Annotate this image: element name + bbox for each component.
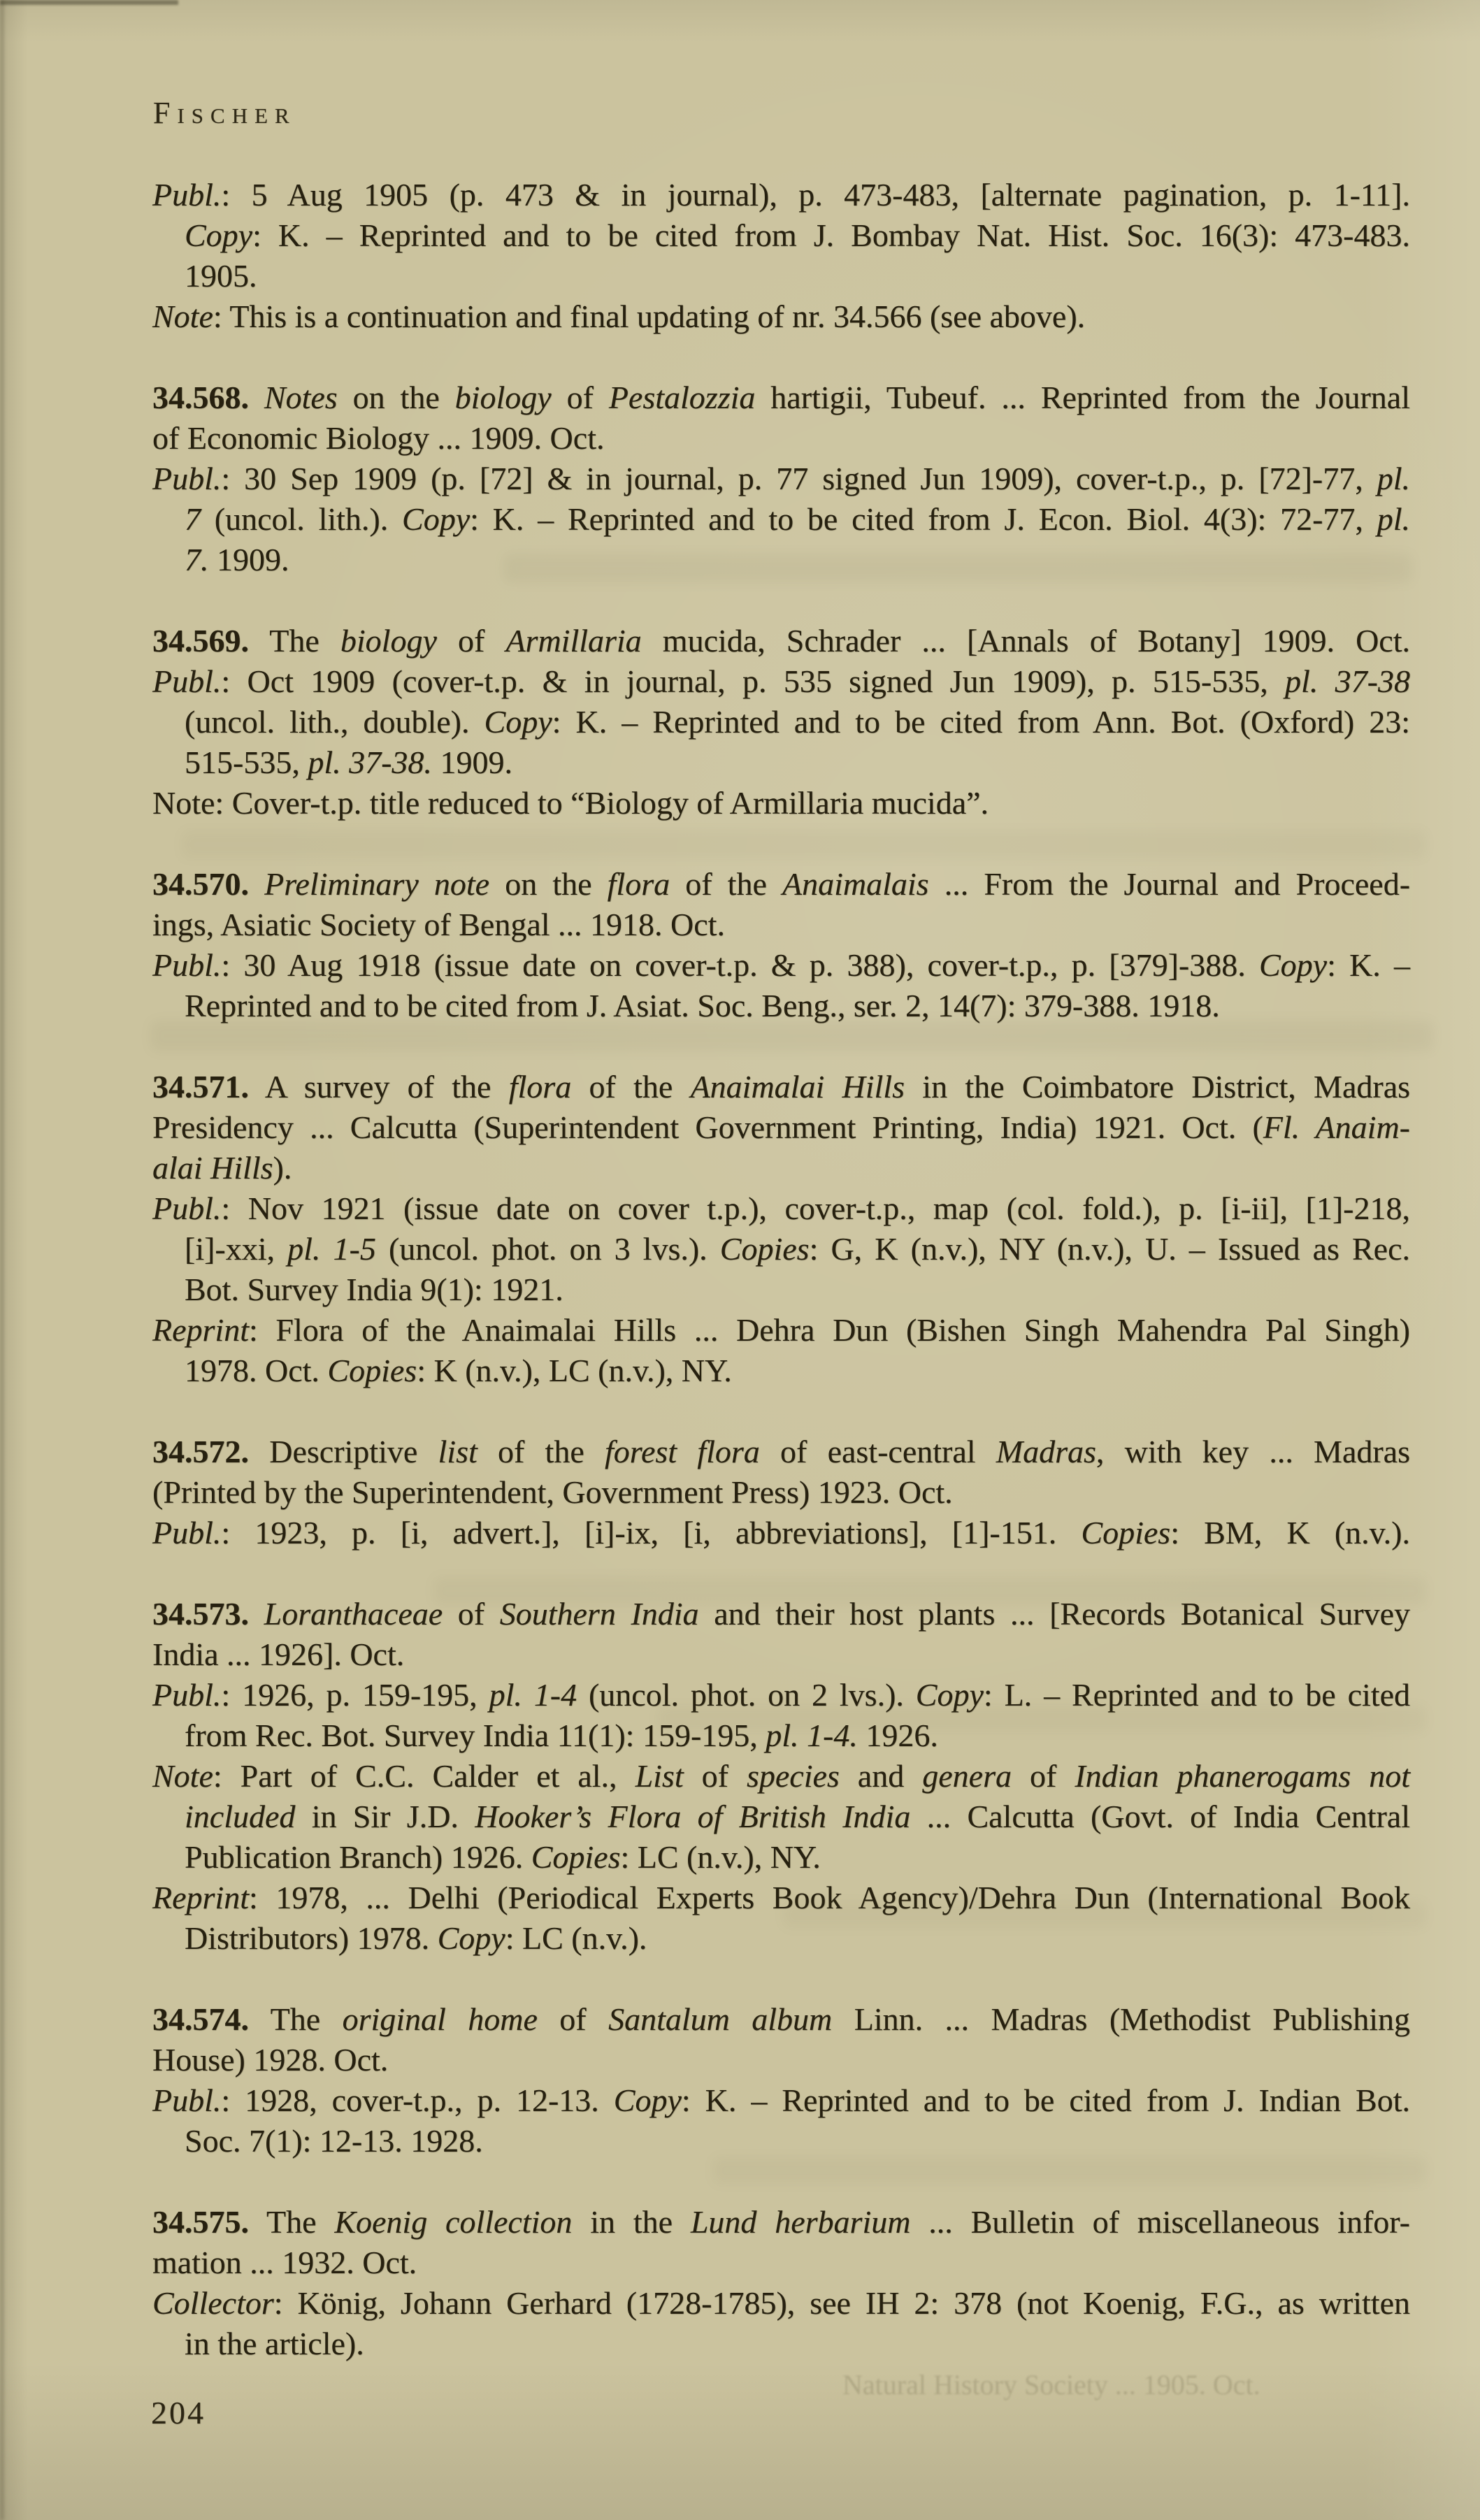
text-run: (Printed by the Superintendent, Government Press) 1923. Oct. [152, 1474, 953, 1510]
italic-text-run: Publ. [152, 461, 222, 496]
paragraph [152, 864, 1410, 945]
text-line [152, 1310, 1410, 1351]
text-run: House) 1928. Oct. [152, 2042, 389, 2078]
text-line [152, 2324, 1410, 2364]
text-run: : 1926, p. 159-195, [221, 1677, 489, 1713]
text-line [152, 1188, 1410, 1229]
italic-text-run: Fl. Anaim- [1263, 1109, 1410, 1145]
text-line [152, 621, 1410, 661]
italic-text-run: original home [342, 2001, 538, 2037]
italic-text-run: Koenig collection [334, 2204, 573, 2240]
text-line [152, 2080, 1410, 2121]
text-run: : 5 Aug 1905 (p. 473 & in journal), p. 473-483, [alternate pagination, p. 1-11]. [221, 177, 1410, 213]
text-line [152, 1797, 1410, 1837]
text-line [152, 1878, 1410, 1918]
paragraph [152, 2283, 1410, 2364]
paragraph [152, 1675, 1410, 1756]
text-run: ... Bulletin of miscellaneous infor- [910, 2204, 1410, 2240]
text-line [152, 215, 1410, 256]
italic-text-run: Pestalozzia [608, 380, 756, 415]
entry-number: 34.574. [152, 2001, 249, 2037]
paragraph [152, 1594, 1410, 1675]
paragraph [152, 1513, 1410, 1553]
text-run: : König, Johann Gerhard (1728-1785), see IH 2: 378 (not Koenig, F.G., as written [273, 2285, 1410, 2321]
text-line [152, 864, 1410, 905]
paragraph [152, 1067, 1410, 1188]
text-run: : G, K (n.v.), NY (n.v.), U. – Issued as Rec. [809, 1231, 1411, 1267]
text-line [152, 1432, 1410, 1472]
italic-text-run: Anaimalai Hills [690, 1069, 905, 1104]
paragraph [152, 175, 1410, 296]
text-line [152, 1107, 1410, 1148]
text-run: of [551, 380, 609, 415]
italic-text-run: Loranthaceae [264, 1596, 443, 1632]
text-run [249, 866, 264, 902]
text-line [152, 1918, 1410, 1959]
bibliography-entry-34.571 [152, 1067, 1410, 1391]
text-run [249, 380, 264, 415]
text-line [152, 256, 1410, 296]
text-run [249, 1596, 264, 1632]
italic-text-run: Madras [996, 1434, 1096, 1469]
paragraph [152, 2080, 1410, 2161]
paragraph [152, 1310, 1410, 1391]
text-run: ... From the Journal and Proceed- [928, 866, 1411, 902]
italic-text-run: Anaimalais [782, 866, 929, 902]
text-line [152, 499, 1410, 540]
italic-text-run: biology [454, 380, 552, 415]
text-run: : LC (n.v.), NY. [620, 1839, 821, 1875]
text-run: of [436, 623, 506, 658]
entry-number: 34.569. [152, 623, 249, 658]
paragraph [152, 2202, 1410, 2283]
text-run: in the [572, 2204, 691, 2240]
text-line [152, 2121, 1410, 2161]
italic-text-run: Copy [1258, 947, 1328, 983]
text-run: mation ... 1932. Oct. [152, 2245, 417, 2280]
italic-text-run: Copies [719, 1231, 810, 1267]
text-run: : This is a continuation and final updating of nr. 34.566 (see above). [213, 298, 1086, 334]
text-line [152, 2202, 1410, 2242]
italic-text-run: Reprint [152, 1312, 249, 1348]
italic-text-run: Southern India [499, 1596, 699, 1632]
text-line [152, 986, 1410, 1026]
text-line [152, 1472, 1410, 1513]
text-run: Distributors) 1978. [185, 1920, 438, 1956]
italic-text-run: Copies [327, 1353, 417, 1388]
text-run: : BM, K (n.v.). [1170, 1515, 1410, 1550]
text-line [152, 2242, 1410, 2283]
text-line [152, 1715, 1410, 1756]
text-run: : K (n.v.), LC (n.v.), NY. [417, 1353, 732, 1388]
text-run: : 30 Sep 1909 (p. [72] & in journal, p. 77 signed Jun 1909), cover-t.p., p. [72]-77, [221, 461, 1377, 496]
entry-number: 34.571. [152, 1069, 249, 1104]
italic-text-run: Armillaria [505, 623, 642, 658]
italic-text-run: Copies [531, 1839, 621, 1875]
text-run: ings, Asiatic Society of Bengal ... 1918. Oct. [152, 907, 725, 942]
italic-text-run: list [438, 1434, 477, 1469]
text-run: 1909. [208, 542, 289, 577]
italic-text-run: flora [508, 1069, 572, 1104]
text-run: : K. – Reprinted and to be cited from J. Bombay Nat. Hist. Soc. 16(3): 473-483. [252, 217, 1410, 253]
text-run: of the [477, 1434, 605, 1469]
text-run: 1909. [431, 744, 512, 780]
text-run: of the [571, 1069, 691, 1104]
bibliography-entry-34.568 [152, 377, 1410, 580]
text-run: : K. – Reprinted and to be cited from J. Indian Bot. [681, 2082, 1410, 2118]
italic-text-run: 7. [185, 542, 209, 577]
italic-text-run: Indian phanerogams not [1075, 1758, 1410, 1794]
italic-text-run: pl. 1-4. [766, 1718, 858, 1753]
entry-number: 34.573. [152, 1596, 249, 1632]
italic-text-run: pl. 37-38. [308, 744, 432, 780]
page-header-running-title: Fischer [153, 96, 296, 130]
text-line [152, 1594, 1410, 1634]
text-line [152, 1229, 1410, 1269]
italic-text-run: Publ. [152, 2082, 222, 2118]
italic-text-run: biology [340, 623, 437, 658]
text-line [152, 1351, 1410, 1391]
text-run: [i]-xxi, [185, 1231, 288, 1267]
text-run: : 1923, p. [i, advert.], [i]-ix, [i, abbreviations], [1]-151. [221, 1515, 1082, 1550]
italic-text-run: genera [922, 1758, 1012, 1794]
text-line [152, 905, 1410, 945]
bibliography-entry-34.574 [152, 1999, 1410, 2161]
italic-text-run: Publ. [152, 663, 222, 699]
paragraph [152, 459, 1410, 580]
italic-text-run: forest flora [605, 1434, 760, 1469]
text-run: : Flora of the Anaimalai Hills ... Dehra Dun (Bishen Singh Mahendra Pal Singh) [248, 1312, 1410, 1348]
paragraph [152, 945, 1410, 1026]
paragraph [152, 1432, 1410, 1513]
text-run: : Nov 1921 (issue date on cover t.p.), cover-t.p., map (col. fold.), p. [i-ii], [1]-218, [221, 1190, 1410, 1226]
italic-text-run: Publ. [152, 1677, 222, 1713]
italic-text-run: Collector [152, 2285, 274, 2321]
text-run: The [249, 2204, 335, 2240]
text-line [152, 1675, 1410, 1715]
text-run: Note: Cover-t.p. title reduced to “Biology of Armillaria mucida”. [152, 785, 989, 821]
italic-text-run: pl. 1-5 [287, 1231, 376, 1267]
bibliography-entry-34.572 [152, 1432, 1410, 1553]
text-run: 1926. [857, 1718, 938, 1753]
text-run: : Part of C.C. Calder et al., [213, 1758, 635, 1794]
text-run: of Economic Biology ... 1909. Oct. [152, 420, 605, 456]
text-run: The [249, 2001, 343, 2037]
text-run: and [839, 1758, 923, 1794]
text-run: 515-535, [185, 744, 308, 780]
text-run: : L. – Reprinted and to be cited [983, 1677, 1410, 1713]
text-run: 1978. Oct. [185, 1353, 328, 1388]
italic-text-run: pl. 37-38 [1285, 663, 1410, 699]
text-run: A survey of the [249, 1069, 509, 1104]
bibliography-entry-34.575 [152, 2202, 1410, 2364]
text-run: : 30 Aug 1918 (issue date on cover-t.p. & p. 388), cover-t.p., p. [379]-388. [221, 947, 1259, 983]
text-line [152, 296, 1410, 337]
paragraph [152, 377, 1410, 459]
text-run: : LC (n.v.). [505, 1920, 647, 1956]
text-run: Descriptive [249, 1434, 438, 1469]
text-line [152, 742, 1410, 783]
text-run: Reprinted and to be cited from J. Asiat. Soc. Beng., ser. 2, 14(7): 379-388. 1918. [185, 988, 1220, 1023]
bibliography-entries [152, 175, 1410, 2364]
italic-text-run: included [185, 1799, 296, 1834]
italic-text-run: Copy [915, 1677, 984, 1713]
bibliography-entry-34.570 [152, 864, 1410, 1026]
text-line [152, 175, 1410, 215]
italic-text-run: Copies [1081, 1515, 1171, 1550]
text-run: in the article). [185, 2326, 364, 2361]
italic-text-run: Note [152, 298, 213, 334]
text-run: in Sir J.D. [295, 1799, 475, 1834]
text-line [152, 1756, 1410, 1797]
text-run: India ... 1926]. Oct. [152, 1636, 405, 1672]
text-line [152, 540, 1410, 580]
bibliography-entry-continued [152, 175, 1410, 337]
text-line [152, 2040, 1410, 2080]
italic-text-run: Copy [185, 217, 253, 253]
text-run: (uncol. lith., double). [185, 704, 484, 740]
text-run: 1905. [185, 258, 257, 294]
text-run: from Rec. Bot. Survey India 11(1): 159-195, [185, 1718, 766, 1753]
text-line [152, 377, 1410, 418]
text-run: : K. – Reprinted and to be cited from Ann. Bot. (Oxford) 23: [552, 704, 1410, 740]
italic-text-run: Note [152, 1758, 213, 1794]
text-run: Presidency ... Calcutta (Superintendent Government Printing, India) 1921. Oct. ( [152, 1109, 1263, 1145]
italic-text-run: Publ. [152, 1515, 222, 1550]
entry-number: 34.570. [152, 866, 249, 902]
text-line [152, 1067, 1410, 1107]
text-run: Linn. ... Madras (Methodist Publishing [832, 2001, 1410, 2037]
text-run: Publication Branch) 1926. [185, 1839, 531, 1875]
text-run: ). [273, 1150, 292, 1186]
italic-text-run: Copy [613, 2082, 682, 2118]
paragraph [152, 783, 1410, 823]
italic-text-run: pl. [1377, 461, 1410, 496]
text-run: , with key ... Madras [1095, 1434, 1411, 1469]
text-run: of east-central [759, 1434, 996, 1469]
text-line [152, 418, 1410, 459]
italic-text-run: Notes [264, 380, 338, 415]
text-run: : 1978, ... Delhi (Periodical Experts Book Agency)/Dehra Dun (International Book [248, 1880, 1410, 1915]
text-run: mucida, Schrader ... [Annals of Botany] 1909. Oct. [641, 623, 1410, 658]
text-line [152, 1634, 1410, 1675]
entry-number: 34.575. [152, 2204, 249, 2240]
text-line [152, 1999, 1410, 2040]
text-run: Bot. Survey India 9(1): 1921. [185, 1272, 563, 1307]
italic-text-run: Publ. [152, 947, 222, 983]
paragraph [152, 661, 1410, 783]
text-line [152, 1837, 1410, 1878]
text-line [152, 1269, 1410, 1310]
bibliography-entry-34.569 [152, 621, 1410, 823]
text-run: and their host plants ... [Records Botanical Survey [698, 1596, 1411, 1632]
italic-text-run: species [746, 1758, 840, 1794]
text-run: The [249, 623, 340, 658]
bibliography-entry-34.573 [152, 1594, 1410, 1959]
text-line [152, 661, 1410, 702]
italic-text-run: Copy [484, 704, 552, 740]
italic-text-run: List [635, 1758, 684, 1794]
italic-text-run: 7 [185, 501, 201, 537]
italic-text-run: Lund herbarium [690, 2204, 911, 2240]
entry-number: 34.568. [152, 380, 249, 415]
text-run: Soc. 7(1): 12-13. 1928. [185, 2123, 483, 2159]
text-run: (uncol. phot. on 2 lvs.). [577, 1677, 916, 1713]
italic-text-run: Copy [437, 1920, 505, 1956]
text-run: : Oct 1909 (cover-t.p. & in journal, p. 535 signed Jun 1909), p. 515-535, [221, 663, 1286, 699]
paragraph [152, 296, 1410, 337]
text-line [152, 1513, 1410, 1553]
italic-text-run: pl. [1377, 501, 1410, 537]
text-line [152, 783, 1410, 823]
text-run: on the [337, 380, 455, 415]
text-line [152, 459, 1410, 499]
italic-text-run: Santalum album [608, 2001, 833, 2037]
text-line [152, 1148, 1410, 1188]
bleed-through-ghost-text: Natural History Society ... 1905. Oct. [842, 2369, 1260, 2400]
italic-text-run: Reprint [152, 1880, 249, 1915]
italic-text-run: Publ. [152, 177, 222, 213]
text-run: on the [489, 866, 608, 902]
text-run: ... Calcutta (Govt. of India Central [910, 1799, 1410, 1834]
text-line [152, 702, 1410, 742]
italic-text-run: Hooker’s Flora of British India [475, 1799, 911, 1834]
scan-edge-artifact [0, 0, 178, 5]
text-run: of [1012, 1758, 1075, 1794]
italic-text-run: pl. 1-4 [489, 1677, 577, 1713]
text-line [152, 2283, 1410, 2324]
text-run: : 1928, cover-t.p., p. 12-13. [221, 2082, 614, 2118]
paragraph [152, 1188, 1410, 1310]
text-run: in the Coimbatore District, Madras [905, 1069, 1411, 1104]
italic-text-run: Preliminary note [264, 866, 490, 902]
italic-text-run: Copy [402, 501, 470, 537]
paragraph [152, 1756, 1410, 1878]
text-run: of the [670, 866, 783, 902]
text-run: : K. – [1327, 947, 1411, 983]
text-run: hartigii, Tubeuf. ... Reprinted from the Journal [755, 380, 1411, 415]
text-run: (uncol. lith.). [201, 501, 403, 537]
paragraph [152, 1999, 1410, 2080]
italic-text-run: Publ. [152, 1190, 222, 1226]
text-run: (uncol. phot. on 3 lvs.). [375, 1231, 720, 1267]
text-line [152, 945, 1410, 986]
italic-text-run: alai Hills [152, 1150, 273, 1186]
text-run: : K. – Reprinted and to be cited from J. Econ. Biol. 4(3): 72-77, [470, 501, 1377, 537]
scan-edge-shadow [0, 0, 4, 2520]
italic-text-run: flora [607, 866, 670, 902]
paragraph [152, 1878, 1410, 1959]
text-run: of [443, 1596, 500, 1632]
text-run: of [683, 1758, 747, 1794]
paragraph [152, 621, 1410, 661]
page-number: 204 [151, 2395, 206, 2431]
entry-number: 34.572. [152, 1434, 249, 1469]
text-run: of [537, 2001, 609, 2037]
